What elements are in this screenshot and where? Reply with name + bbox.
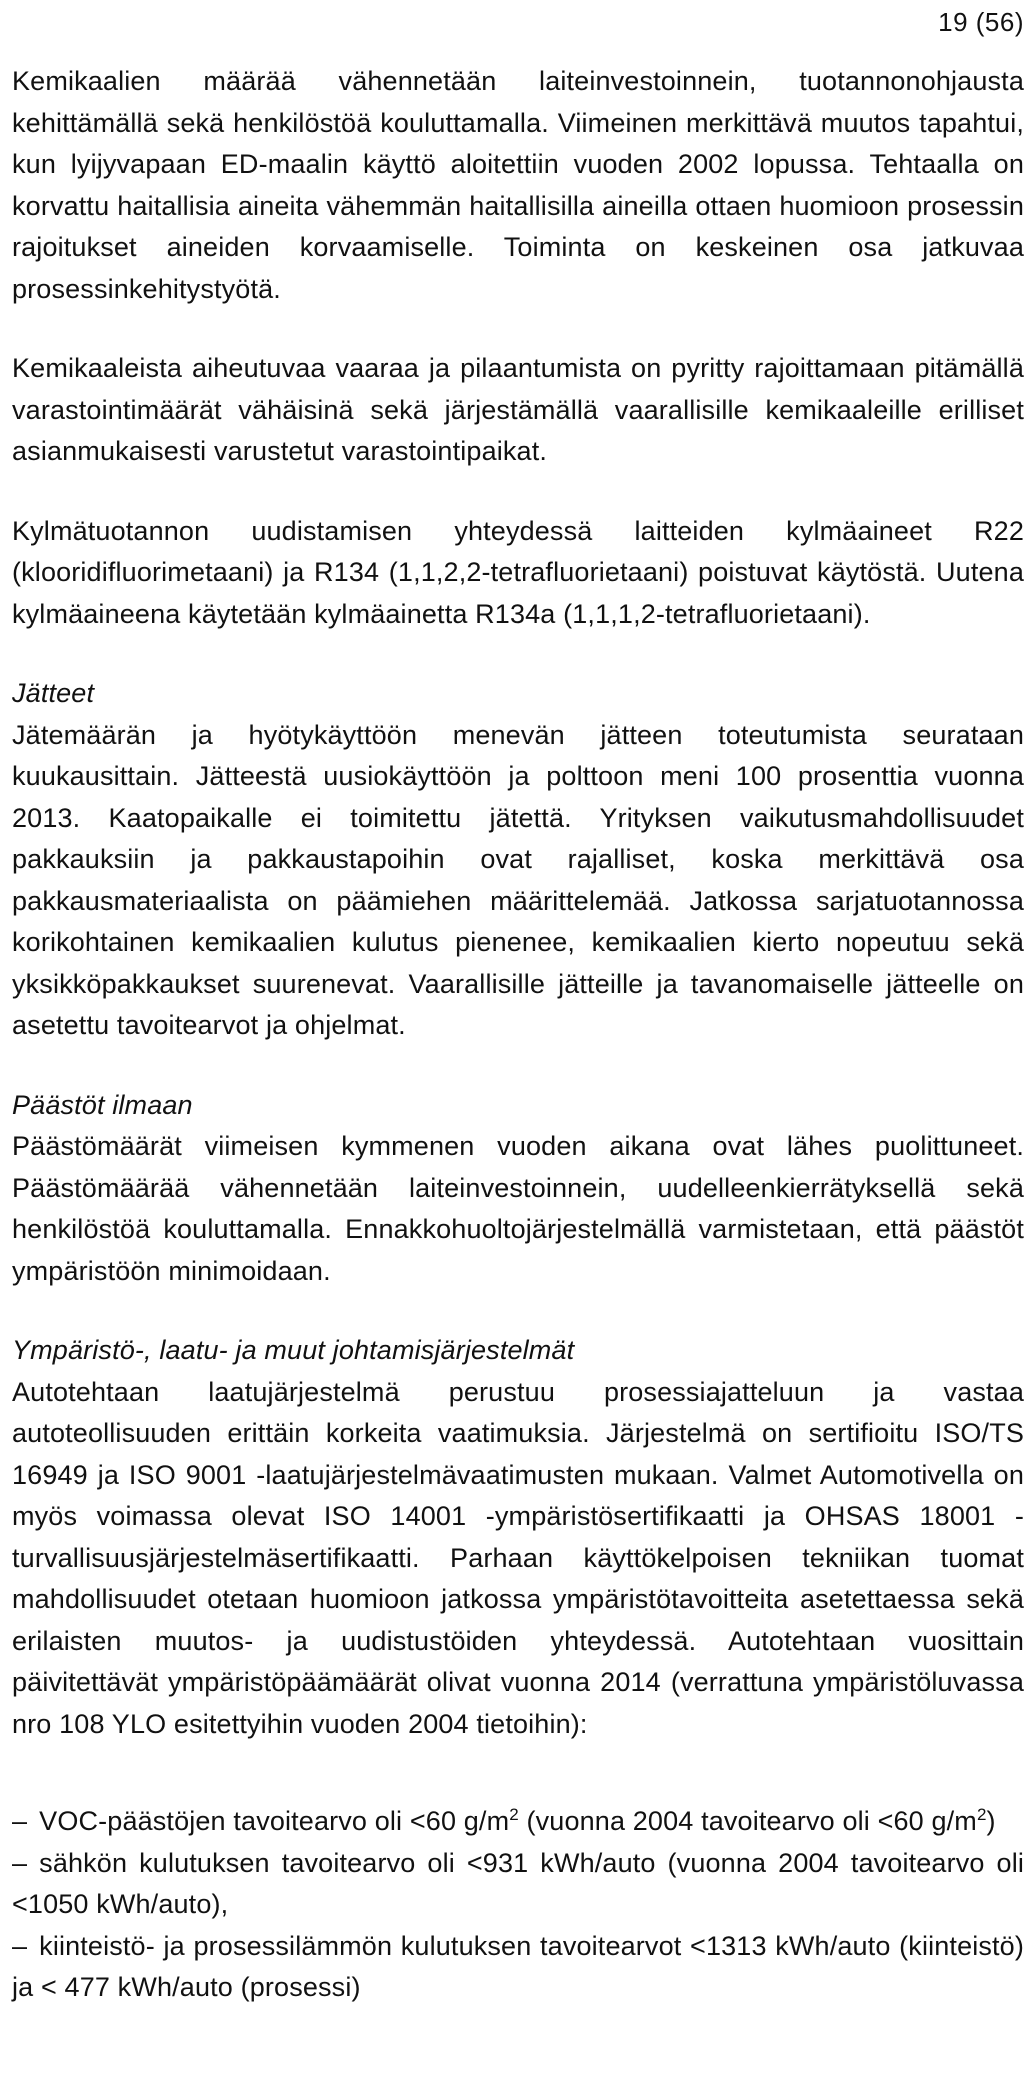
list-item-electricity-target — [12, 1843, 1024, 1926]
electricity-target-text: sähkön kulutuksen tavoitearvo oli <931 kWh/auto (vuonna 2004 tavoitearvo oli <1050 kWh/auto), — [12, 1847, 1024, 1919]
list-dash: – — [12, 1806, 28, 1836]
section-heading-air-emissions: Päästöt ilmaan — [12, 1089, 193, 1120]
section-text-management-systems: Autotehtaan laatujärjestelmä perustuu prosessiajatteluun ja vastaa autoteollisuuden erittäin korkeita vaatimuksia. Järjestelmä on sertifioitu ISO/TS 16949 ja ISO 9001 -laatujärjestelmävaatimusten mukaan. Valmet Automotivella on myös voimassa olevat ISO 14001 -ympäristösertifikaatti ja OHSAS 18001 -turvallisuusjärjestelmäsertifikaatti. Parhaan käyttökelpoisen tekniikan tuomat mahdollisuudet otetaan huomioon jatkossa ympäristötavoitteita asetettaessa sekä erilaisten muutos- ja uudistustöiden yhteydessä. Autotehtaan vuosittain päivitettävät ympäristöpäämäärät olivat vuonna 2014 (verrattuna ympäristöluvassa nro 108 YLO esitettyihin vuoden 2004 tietoihin): — [12, 1376, 1024, 1739]
voc-target-text: VOC-päästöjen tavoitearvo oli <60 g/m — [39, 1806, 510, 1836]
page-number: 19 (56) — [938, 7, 1024, 37]
heat-target-text: kiinteistö- ja prosessilämmön kulutuksen tavoitearvot <1313 kWh/auto (kiinteistö) ja < 477 kWh/auto (prosessi) — [12, 1930, 1024, 2002]
list-item-heat-target — [12, 1926, 1024, 2009]
voc-target-text-middle: (vuonna 2004 tavoitearvo oli <60 g/m — [518, 1806, 977, 1836]
list-item-voc-target — [12, 1801, 1024, 1843]
paragraph-chemical-storage: Kemikaaleista aiheutuvaa vaaraa ja pilaantumista on pyritty rajoittamaan pitämällä varastointimäärät vähäisinä sekä järjestämällä vaarallisille kemikaaleille erilliset asianmukaisesti varustetut varastointipaikat. — [12, 353, 1024, 466]
section-text-waste: Jätemäärän ja hyötykäyttöön menevän jätteen toteutumista seurataan kuukausittain. Jätteestä uusiokäyttöön ja polttoon meni 100 prosenttia vuonna 2013. Kaatopaikalle ei toimitettu jätettä. Yrityksen vaikutusmahdollisuudet pakkauksiin ja pakkaustapoihin ovat rajalliset, koska merkittävä osa pakkausmateriaalista on päämiehen määrittelemää. Jatkossa sarjatuotannossa korikohtainen kemikaalien kulutus pienenee, kemikaalien kierto nopeutuu sekä yksikköpakkaukset suurenevat. Vaarallisille jätteille ja tavanomaiselle jätteelle on asetettu tavoitearvot ja ohjelmat. — [12, 719, 1024, 1040]
section-heading-management-systems: Ympäristö-, laatu- ja muut johtamisjärjestelmät — [12, 1335, 575, 1365]
environmental-targets-list — [12, 1801, 1024, 2009]
section-text-air-emissions: Päästömäärät viimeisen kymmenen vuoden aikana ovat lähes puolittuneet. Päästömäärää vähennetään laiteinvestoinnein, uudelleenkierrätyksellä sekä henkilöstöä kouluttamalla. Ennakkohuoltojärjestelmällä varmistetaan, että päästöt ympäristöön minimoidaan. — [12, 1131, 1024, 1286]
list-dash: – — [12, 1930, 28, 1961]
voc-target-text-end: ) — [986, 1806, 996, 1836]
paragraph-chemicals-reduction: Kemikaalien määrää vähennetään laiteinvestoinnein, tuotannonohjausta kehittämällä sekä henkilöstöä kouluttamalla. Viimeinen merkittävä muutos tapahtui, kun lyijyvapaan ED-maalin käyttö aloitettiin vuoden 2002 lopussa. Tehtaalla on korvattu haitallisia aineita vähemmän haitallisilla aineilla ottaen huomioon prosessin rajoitukset aineiden korvaamiselle. Toiminta on keskeinen osa jatkuvaa prosessinkehitystyötä. — [12, 66, 1024, 304]
list-spacer — [12, 1745, 1024, 1801]
paragraph-refrigerants: Kylmätuotannon uudistamisen yhteydessä laitteiden kylmäaineet R22 (klooridifluorimetaani) ja R134 (1,1,2,2-tetrafluorietaani) poistuvat käytöstä. Uutena kylmäaineena käytetään kylmäainetta R134a (1,1,1,2-tetrafluorietaani). — [12, 515, 1024, 629]
list-dash: – — [12, 1847, 28, 1878]
superscript-2: 2 — [976, 1805, 987, 1824]
section-heading-waste: Jätteet — [12, 678, 95, 708]
document-body — [12, 61, 1024, 2009]
superscript-2: 2 — [509, 1805, 519, 1824]
